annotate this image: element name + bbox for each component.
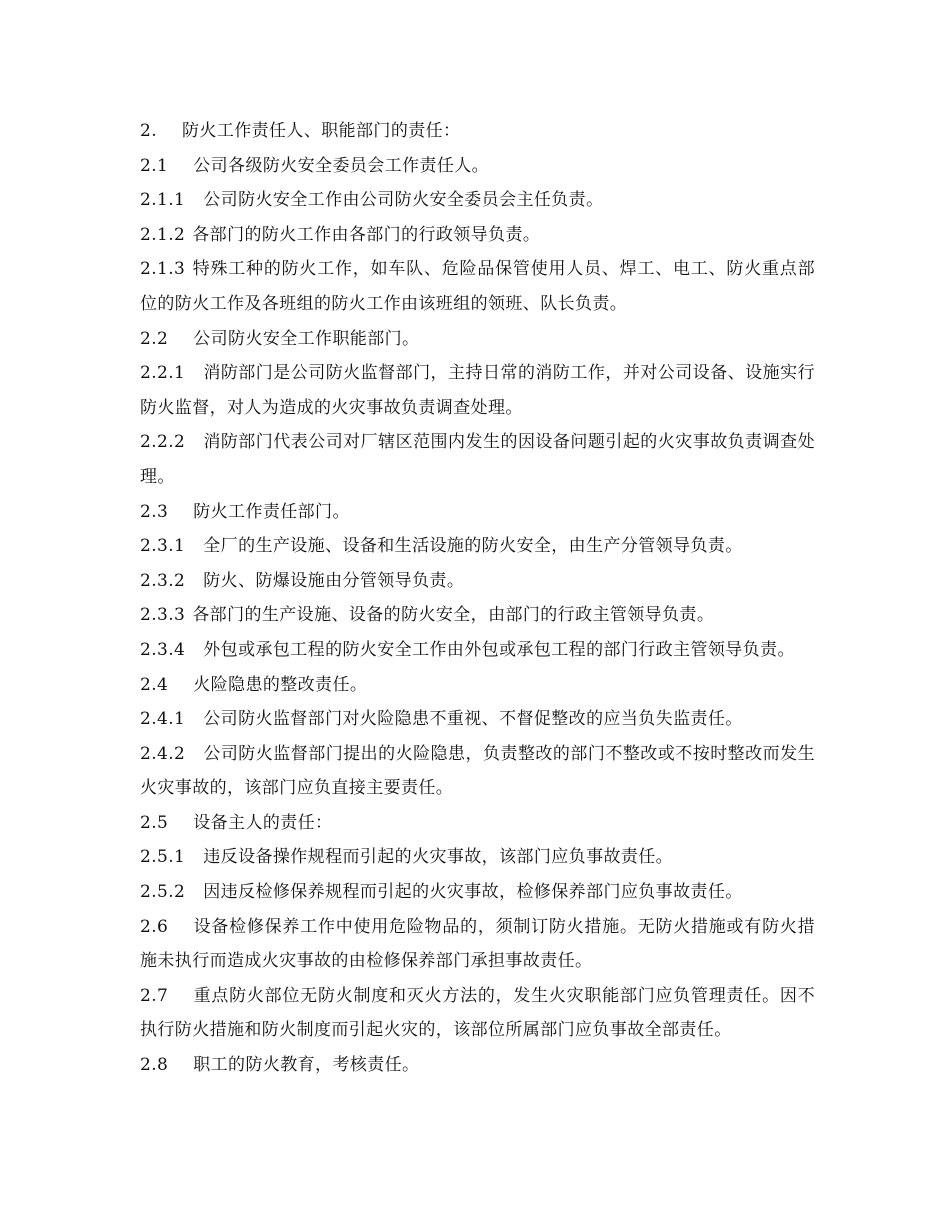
paragraph bbox=[140, 149, 815, 184]
clause-number: 2.2.1 bbox=[140, 363, 186, 384]
clause-number: 2. bbox=[140, 121, 158, 141]
clause-number: 2.4.2 bbox=[140, 743, 186, 764]
clause-text: 防火、防爆设施由分管领导负责。 bbox=[203, 570, 465, 591]
clause-text: 特殊工种的防火工作，如车队、危险品保管使用人员、焊工、电工、防火重点部位的防火工作及各班组的防火工作由该班组的领班、队长负责。 bbox=[140, 259, 815, 314]
clause-text: 职工的防火教育，考核责任。 bbox=[193, 1055, 420, 1076]
paragraph bbox=[140, 737, 815, 806]
paragraph bbox=[140, 979, 815, 1048]
paragraph bbox=[140, 633, 815, 668]
paragraph bbox=[140, 529, 815, 564]
clause-number: 2.3.3 bbox=[140, 605, 186, 626]
clause-number: 2.3.4 bbox=[140, 639, 186, 660]
clause-number: 2.2 bbox=[140, 328, 169, 349]
paragraph bbox=[140, 1048, 815, 1083]
clause-text: 公司各级防火安全委员会工作责任人。 bbox=[193, 155, 490, 176]
paragraph bbox=[140, 702, 815, 737]
paragraph bbox=[140, 875, 815, 910]
paragraph bbox=[140, 598, 815, 633]
clause-text: 各部门的生产设施、设备的防火安全，由部门的行政主管领导负责。 bbox=[192, 605, 715, 626]
paragraph bbox=[140, 425, 815, 494]
clause-text: 各部门的防火工作由各部门的行政领导负责。 bbox=[192, 224, 541, 245]
clause-text: 外包或承包工程的防火安全工作由外包或承包工程的部门行政主管领导负责。 bbox=[203, 639, 795, 660]
paragraph bbox=[140, 218, 815, 253]
paragraph bbox=[140, 806, 815, 841]
paragraph bbox=[140, 183, 815, 218]
paragraph bbox=[140, 910, 815, 979]
clause-number: 2.6 bbox=[140, 916, 169, 937]
paragraph bbox=[140, 356, 815, 425]
paragraph bbox=[140, 495, 815, 530]
clause-text: 公司防火安全工作职能部门。 bbox=[193, 328, 420, 349]
clause-number: 2.5.2 bbox=[140, 882, 186, 903]
clause-text: 防火工作责任人、职能部门的责任： bbox=[182, 121, 461, 141]
clause-text: 公司防火监督部门提出的火险隐患，负责整改的部门不整改或不按时整改而发生火灾事故的，该部门应负直接主要责任。 bbox=[140, 743, 815, 799]
paragraph bbox=[140, 668, 815, 703]
clause-text: 公司防火安全工作由公司防火安全委员会主任负责。 bbox=[203, 190, 604, 211]
clause-text: 违反设备操作规程而引起的火灾事故，该部门应负事故责任。 bbox=[203, 847, 674, 868]
clause-number: 2.1.2 bbox=[140, 224, 186, 245]
clause-number: 2.5.1 bbox=[140, 847, 186, 868]
clause-text: 设备检修保养工作中使用危险物品的，须制订防火措施。无防火措施或有防火措施未执行而造成火灾事故的由检修保养部门承担事故责任。 bbox=[140, 916, 815, 972]
clause-number: 2.3.1 bbox=[140, 536, 186, 557]
clause-text: 火险隐患的整改责任。 bbox=[193, 674, 368, 695]
clause-number: 2.5 bbox=[140, 812, 169, 833]
paragraph bbox=[140, 322, 815, 357]
clause-text: 公司防火监督部门对火险隐患不重视、不督促整改的应当负失监责任。 bbox=[203, 709, 743, 730]
clause-number: 2.1.1 bbox=[140, 190, 186, 211]
clause-number: 2.1.3 bbox=[140, 259, 186, 280]
clause-text: 消防部门代表公司对厂辖区范围内发生的因设备问题引起的火灾事故负责调查处理。 bbox=[140, 432, 815, 487]
clause-number: 2.7 bbox=[140, 985, 169, 1006]
clause-number: 2.1 bbox=[140, 155, 169, 176]
clause-number: 2.3.2 bbox=[140, 570, 186, 591]
paragraph bbox=[140, 564, 815, 599]
clause-text: 全厂的生产设施、设备和生活设施的防火安全，由生产分管领导负责。 bbox=[203, 536, 743, 557]
clause-text: 消防部门是公司防火监督部门，主持日常的消防工作，并对公司设备、设施实行防火监督，对人为造成的火灾事故负责调查处理。 bbox=[140, 363, 815, 418]
paragraph bbox=[140, 840, 815, 875]
clause-number: 2.8 bbox=[140, 1055, 169, 1076]
clause-text: 防火工作责任部门。 bbox=[193, 501, 350, 522]
clause-text: 因违反检修保养规程而引起的火灾事故，检修保养部门应负事故责任。 bbox=[203, 882, 743, 903]
clause-text: 设备主人的责任： bbox=[193, 812, 333, 833]
paragraph bbox=[140, 252, 815, 321]
paragraph bbox=[140, 114, 815, 149]
clause-number: 2.4.1 bbox=[140, 709, 186, 730]
document-body bbox=[140, 114, 815, 1083]
clause-number: 2.2.2 bbox=[140, 432, 186, 453]
clause-number: 2.3 bbox=[140, 501, 169, 522]
clause-number: 2.4 bbox=[140, 674, 169, 695]
clause-text: 重点防火部位无防火制度和灭火方法的，发生火灾职能部门应负管理责任。因不执行防火措施和防火制度而引起火灾的，该部位所属部门应负事故全部责任。 bbox=[140, 985, 815, 1041]
